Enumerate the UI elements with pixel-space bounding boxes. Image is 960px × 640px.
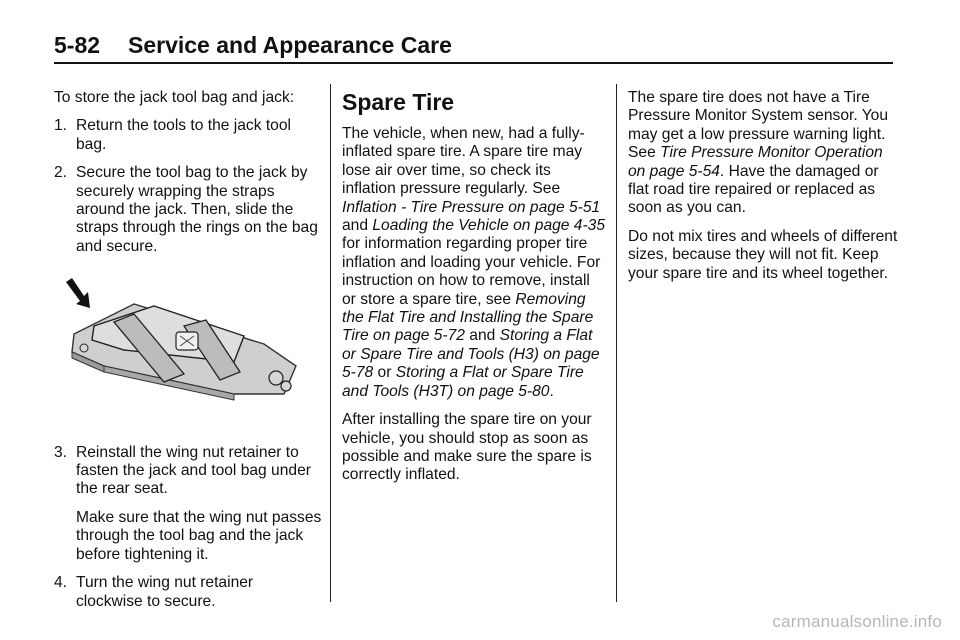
- step-note: Make sure that the wing nut passes through the tool bag and the jack before tightening it.: [76, 508, 322, 563]
- cross-reference-link[interactable]: Tire Pressure Monitor Operation on page 5-54: [628, 144, 883, 180]
- header-rule: [54, 62, 893, 64]
- body-text: The vehicle, when new, had a fully-inflated spare tire. A spare tire may lose air over time, so check its inflation pressure regularly. See: [342, 125, 585, 198]
- column-divider: [330, 84, 331, 602]
- cross-reference-link[interactable]: Storing a Flat or Spare Tire and Tools (H3) on page 5-78: [342, 327, 600, 382]
- page-number: 5-82: [54, 32, 101, 58]
- body-text: The spare tire does not have a Tire Pressure Monitor System sensor. You may get a low pressure warning light. See: [628, 89, 889, 162]
- step-text: Reinstall the wing nut retainer to fasten the jack and tool bag under the rear seat.: [76, 443, 311, 498]
- column-middle: [342, 89, 608, 495]
- step-number: 3.: [54, 443, 68, 461]
- watermark: carmanualsonline.info: [772, 612, 942, 631]
- cross-reference-link[interactable]: Storing a Flat or Spare Tire and Tools (H3T) on page 5-80: [342, 364, 584, 400]
- step-text: Secure the tool bag to the jack by securely wrapping the straps around the jack. Then, slide the straps through the rings on the bag and secure.: [76, 164, 318, 255]
- step-text: Return the tools to the jack tool bag.: [76, 117, 291, 153]
- column-right: [628, 89, 898, 293]
- step-number: 4.: [54, 574, 68, 592]
- body-text: for information regarding proper tire inflation and loading your vehicle. For instruction on how to remove, install or store a spare tire, see: [342, 235, 601, 308]
- step-item: [54, 574, 322, 611]
- mix-tires-paragraph: Do not mix tires and wheels of different sizes, because they will not fit. Keep your spare tire and its wheel together.: [628, 227, 898, 282]
- body-text: and: [464, 327, 500, 345]
- section-heading: Spare Tire: [342, 89, 455, 115]
- body-text: and: [342, 217, 373, 235]
- body-text: or: [373, 364, 396, 382]
- column-divider: [616, 84, 617, 602]
- jack-tool-bag-illustration: [64, 274, 304, 424]
- step-number: 1.: [54, 117, 68, 135]
- cross-reference-link[interactable]: Removing the Flat Tire and Installing the Spare Tire on page 5-72: [342, 290, 594, 345]
- step-text: Turn the wing nut retainer clockwise to secure.: [76, 574, 254, 610]
- column-left: [54, 89, 322, 621]
- after-install-paragraph: After installing the spare tire on your vehicle, you should stop as soon as possible and make sure the spare is correctly inflated.: [342, 411, 592, 484]
- step-item: [54, 164, 322, 256]
- step-item: [54, 444, 322, 499]
- spare-tire-paragraph: [342, 125, 608, 401]
- step-item: [54, 117, 322, 154]
- intro-text: To store the jack tool bag and jack:: [54, 89, 295, 106]
- step-number: 2.: [54, 164, 68, 182]
- cross-reference-link[interactable]: Loading the Vehicle on page 4-35: [372, 217, 606, 235]
- section-title: Service and Appearance Care: [128, 32, 452, 58]
- tpms-paragraph: [628, 89, 898, 218]
- cross-reference-link[interactable]: Inflation - Tire Pressure on page 5-51: [342, 198, 601, 216]
- body-text: .: [549, 382, 554, 400]
- body-text: . Have the damaged or flat road tire repaired or replaced as soon as you can.: [628, 162, 879, 217]
